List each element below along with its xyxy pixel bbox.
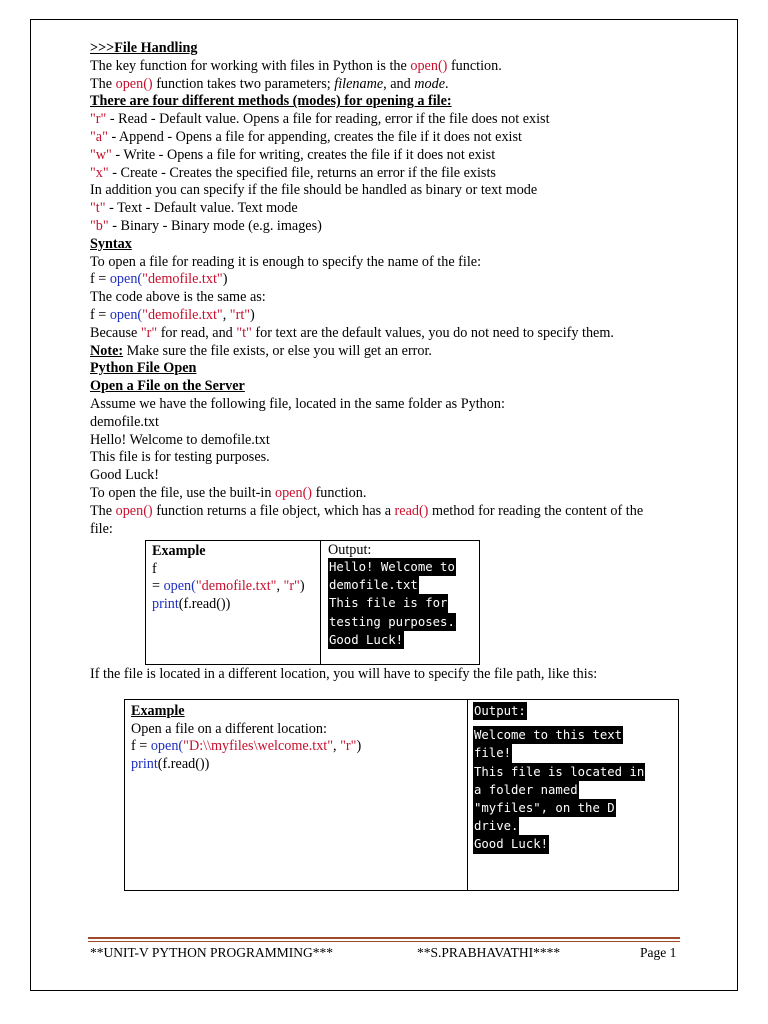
footer-left: **UNIT-V PYTHON PROGRAMMING*** xyxy=(90,945,334,960)
syntax-code-2: f = open("demofile.txt", "rt") xyxy=(90,306,255,323)
output-line: Good Luck! xyxy=(328,631,404,649)
syntax-text-1: To open a file for reading it is enough to specify the name of the file: xyxy=(90,253,482,270)
example-1-output xyxy=(328,558,472,649)
example-1-output-cell xyxy=(321,541,479,664)
example-1-code-f: f xyxy=(152,560,157,577)
file-line: Good Luck! xyxy=(90,467,159,484)
assume-line: Assume we have the following file, located in the same folder as Python: xyxy=(90,395,505,412)
example-1-code-open: = open("demofile.txt", "r") xyxy=(152,578,305,594)
example-2-output xyxy=(473,726,673,853)
syntax-code-1: f = open("demofile.txt") xyxy=(90,271,228,288)
intro-line-2: The open() function takes two parameters; filename, and mode. xyxy=(90,75,449,92)
output-line: file! xyxy=(473,744,512,762)
returns-line: The open() function returns a file object, which has a read() method for reading the content of the xyxy=(90,502,644,519)
output-line: This file is located in xyxy=(473,763,645,781)
builtin-line: To open the file, use the built-in open() function. xyxy=(90,484,367,501)
different-location-line: If the file is located in a different location, you will have to specify the file path, like this: xyxy=(90,666,598,682)
example-1-code-print: print(f.read()) xyxy=(152,595,231,612)
output-line: Hello! Welcome to xyxy=(328,558,456,576)
example-1-output-label: Output: xyxy=(328,542,372,558)
output-line: "myfiles", on the D xyxy=(473,799,616,817)
example-1-title: Example xyxy=(152,543,206,559)
output-line: This file is for xyxy=(328,594,448,612)
note-line: Note: Make sure the file exists, or else you will get an error. xyxy=(90,342,432,359)
footer-center: **S.PRABHAVATHI**** xyxy=(417,945,561,960)
example-2-code-cell xyxy=(125,700,468,890)
example-2-code-print: print(f.read()) xyxy=(131,755,210,772)
output-line: testing purposes. xyxy=(328,613,456,631)
file-line: demofile.txt xyxy=(90,413,159,430)
mode-read: "r" - Read - Default value. Opens a file for reading, error if the file does not exist xyxy=(90,111,550,128)
mode-binary: "b" - Binary - Binary mode (e.g. images) xyxy=(90,217,322,234)
output-line: a folder named xyxy=(473,781,579,799)
heading-python-file-open: Python File Open xyxy=(90,360,197,377)
footer-page-number: Page 1 xyxy=(640,945,677,960)
intro-line-1: The key function for working with files in Python is the open() function. xyxy=(90,57,502,74)
mode-append: "a" - Append - Opens a file for appending, creates the file if it does not exist xyxy=(90,128,522,145)
output-line: demofile.txt xyxy=(328,576,419,594)
heading-modes: There are four different methods (modes) for opening a file: xyxy=(90,93,452,110)
returns-line-cont: file: xyxy=(90,520,113,537)
because-line: Because "r" for read, and "t" for text are the default values, you do not need to specify them. xyxy=(90,324,614,341)
binary-text-intro: In addition you can specify if the file should be handled as binary or text mode xyxy=(90,182,538,199)
mode-write: "w" - Write - Opens a file for writing, creates the file if it does not exist xyxy=(90,146,496,163)
syntax-text-2: The code above is the same as: xyxy=(90,289,266,306)
example-table-2 xyxy=(124,699,679,891)
output-line: drive. xyxy=(473,817,519,835)
example-2-output-cell xyxy=(468,700,678,890)
heading-file-handling: >>>File Handling xyxy=(90,40,198,56)
footer-rule-thin xyxy=(88,941,680,942)
example-2-code-open: f = open("D:\\myfiles\welcome.txt", "r") xyxy=(131,738,362,754)
file-line: Hello! Welcome to demofile.txt xyxy=(90,431,270,448)
output-line: Welcome to this text xyxy=(473,726,623,744)
file-line: This file is for testing purposes. xyxy=(90,449,270,466)
footer-rule-thick xyxy=(88,937,680,939)
example-2-desc: Open a file on a different location: xyxy=(131,720,327,737)
mode-text: "t" - Text - Default value. Text mode xyxy=(90,200,298,217)
mode-create: "x" - Create - Creates the specified file, returns an error if the file exists xyxy=(90,164,496,181)
example-1-code-cell xyxy=(146,541,321,664)
example-2-output-label-wrap xyxy=(473,702,673,720)
document-body xyxy=(90,40,690,538)
heading-syntax: Syntax xyxy=(90,235,132,252)
example-2-title: Example xyxy=(131,703,185,719)
heading-open-on-server: Open a File on the Server xyxy=(90,378,245,395)
example-2-output-label: Output: xyxy=(473,702,527,720)
output-line: Good Luck! xyxy=(473,835,549,853)
example-table-1 xyxy=(145,540,480,665)
